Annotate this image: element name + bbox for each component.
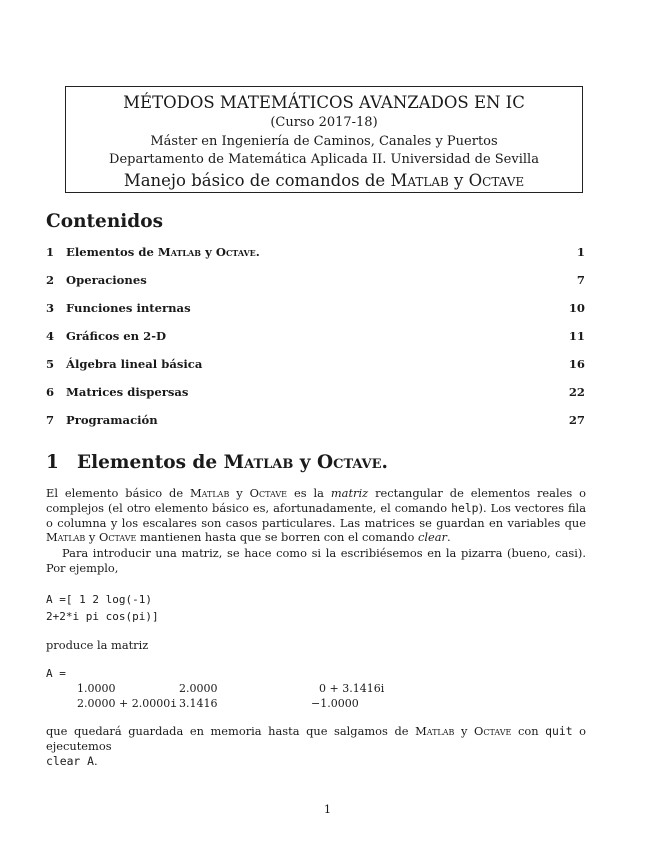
matrix-r1c3: 0 + 3.1416i	[319, 682, 385, 695]
toc-entry-7[interactable]	[46, 411, 585, 439]
para3-text-a: que quedará guardada en memoria hasta que salgamos de	[46, 724, 416, 738]
subtitle-prefix: Manejo básico de comandos de	[123, 171, 391, 190]
toc-number: 3	[46, 301, 55, 315]
para1-matlab-2: Matlab	[46, 530, 86, 545]
toc-entry-1[interactable]	[46, 243, 585, 271]
para3-clear-command: clear A	[46, 753, 95, 768]
toc-title: Operaciones	[66, 273, 147, 287]
code-block-input	[46, 591, 159, 625]
contents-heading: Contenidos	[46, 211, 163, 232]
toc-entry-4[interactable]	[46, 327, 585, 355]
toc-entry-5[interactable]	[46, 355, 585, 383]
para3-text-e: .	[94, 753, 98, 768]
section-title-matlab: Matlab	[223, 452, 294, 473]
toc-title	[66, 245, 260, 259]
degree-name: Máster en Ingeniería de Caminos, Canales y Puertos	[150, 134, 498, 149]
para1-help-command: help	[451, 500, 479, 515]
para3-octave: Octave	[474, 724, 512, 738]
subtitle-matlab: Matlab	[390, 171, 449, 190]
table-of-contents	[46, 243, 585, 439]
section-heading	[46, 452, 388, 473]
toc-title: Funciones internas	[66, 301, 191, 315]
para3-text-b: y	[454, 724, 475, 738]
title-box	[65, 86, 583, 193]
toc-page: 16	[568, 357, 585, 371]
course-year: (Curso 2017-18)	[270, 115, 378, 130]
matrix-r1c2: 2.0000	[179, 682, 218, 695]
toc-entry-6[interactable]	[46, 383, 585, 411]
para1-text-g: mantienen hasta que se borren con el comando	[136, 530, 418, 545]
page-number: 1	[323, 802, 332, 816]
toc-number: 6	[46, 385, 55, 399]
toc-title: Programación	[66, 413, 158, 427]
para1-text-f: y	[85, 530, 99, 545]
toc-entry-2[interactable]	[46, 271, 585, 299]
para1-matlab: Matlab	[190, 486, 230, 500]
toc-number: 2	[46, 273, 55, 287]
paragraph-intro	[46, 486, 586, 545]
subtitle-y: y	[448, 171, 469, 190]
para3-quit-command: quit	[545, 724, 573, 738]
section-title-y: y	[293, 452, 317, 473]
toc-title: Matrices dispersas	[66, 385, 189, 399]
matrix-r2c1-value: 2.0000 + 2.0000	[77, 697, 171, 710]
toc-number: 1	[46, 245, 55, 259]
section-title-pre: Elementos de	[77, 452, 224, 473]
output-label: A =	[46, 667, 66, 680]
toc-title: Gráficos en 2-D	[66, 329, 167, 343]
toc-title-post: .	[255, 245, 260, 259]
matrix-r1c1: 1.0000	[77, 682, 116, 695]
toc-page: 7	[576, 273, 585, 287]
para1-clear: clear	[417, 530, 447, 545]
para1-text-e: ). Los vectores fila o columna y los escalares son casos particulares. Las matrices se guardan en variables que	[46, 500, 586, 530]
section-title-octave: Octave	[316, 452, 382, 473]
para1-text-a: El elemento básico de	[46, 486, 191, 500]
section-title-post: .	[381, 452, 388, 473]
matrix-r2c1-imag: i	[170, 697, 177, 710]
code-line-2: 2+2*i pi cos(pi)]	[46, 610, 159, 623]
toc-title-y: y	[201, 245, 216, 259]
department-name: Departamento de Matemática Aplicada II. Universidad de Sevilla	[109, 152, 539, 167]
section-number: 1	[46, 452, 59, 473]
code-line-1: A =[ 1 2 log(-1)	[46, 593, 152, 606]
toc-title-octave: Octave	[215, 245, 256, 259]
toc-number: 5	[46, 357, 55, 371]
paragraph-produces: produce la matriz	[46, 638, 149, 652]
para1-text-b: y	[229, 486, 250, 500]
subtitle-octave: Octave	[468, 171, 525, 190]
matrix-r2c3: −1.0000	[311, 697, 359, 710]
paragraph-example-intro: Para introducir una matriz, se hace como si la escribiésemos en la pizarra (bueno, casi). Por ejemplo,	[46, 546, 586, 575]
toc-page: 22	[568, 385, 585, 399]
toc-title: Álgebra lineal básica	[66, 357, 203, 371]
toc-page: 11	[568, 329, 585, 343]
toc-page: 1	[576, 245, 585, 259]
toc-title-pre: Elementos de	[66, 245, 158, 259]
para3-text-c: con	[511, 724, 546, 738]
para1-octave-2: Octave	[99, 530, 137, 545]
paragraph-memory	[46, 724, 586, 768]
toc-title-matlab: Matlab	[157, 245, 202, 259]
para3-matlab: Matlab	[415, 724, 455, 738]
course-title: MÉTODOS MATEMÁTICOS AVANZADOS EN IC	[123, 93, 525, 112]
matrix-r2c2: 3.1416	[179, 697, 218, 710]
matrix-r2c1	[77, 697, 177, 710]
toc-number: 4	[46, 329, 55, 343]
para1-text-c: es la	[287, 486, 331, 500]
para3-text-d: o ejecutemos	[46, 724, 587, 753]
toc-entry-3[interactable]	[46, 299, 585, 327]
para1-octave: Octave	[249, 486, 288, 500]
toc-page: 10	[568, 301, 585, 315]
document-subtitle	[66, 171, 582, 190]
para1-matriz: matriz	[330, 486, 369, 500]
para1-text-h: .	[446, 530, 451, 545]
para1-text-d: rectangular de elementos reales o complejos (el otro elemento básico es, afortunadamente, el comando	[46, 486, 586, 515]
toc-page: 27	[568, 413, 585, 427]
toc-number: 7	[46, 413, 55, 427]
